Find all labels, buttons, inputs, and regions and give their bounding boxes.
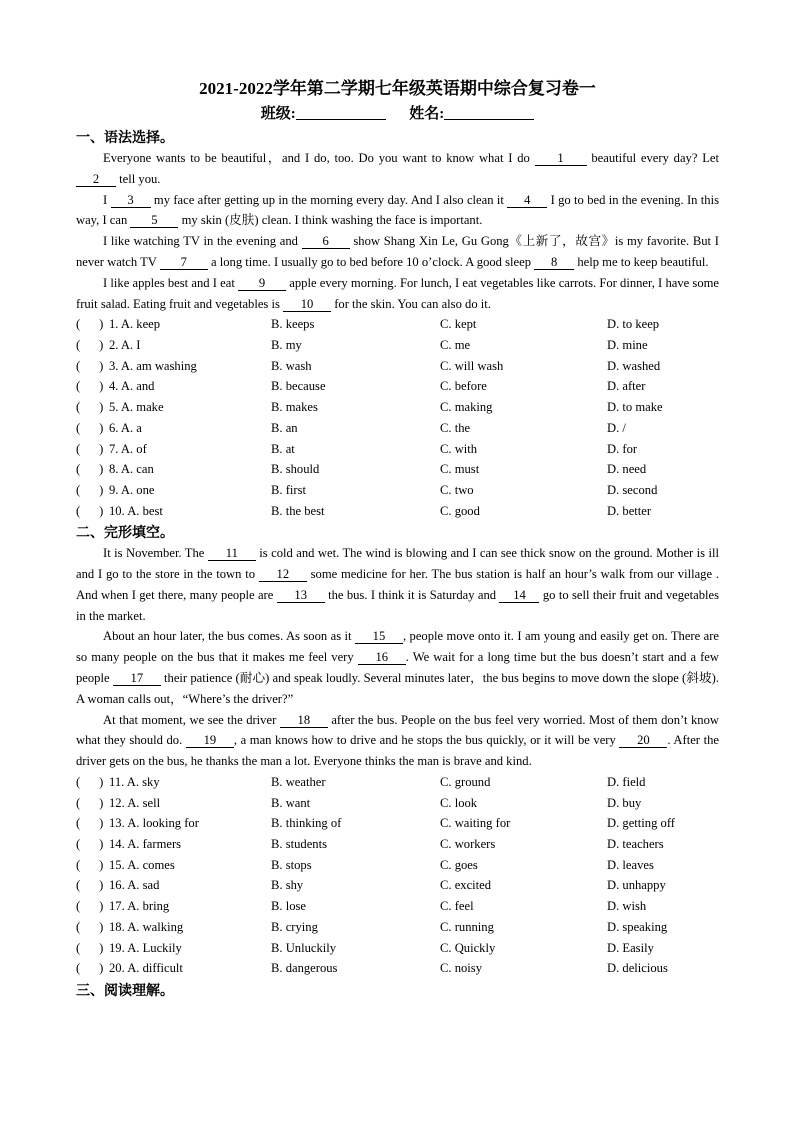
question-option-row [76, 459, 719, 480]
option-d: D. for [607, 441, 638, 456]
option-b: B. shy [271, 878, 304, 893]
answer-paren[interactable]: ( ) [76, 795, 104, 810]
question-option-row [76, 376, 719, 397]
answer-blank-5: 5 [130, 214, 178, 228]
cloze-paragraph-1 [76, 543, 719, 626]
option-d: D. unhappy [607, 878, 666, 893]
answer-blank-7: 7 [160, 256, 208, 270]
question-number-option-a [76, 917, 271, 938]
answer-blank-11: 11 [208, 547, 256, 561]
answer-blank-10: 10 [283, 298, 331, 312]
option-c: C. excited [440, 878, 492, 893]
option-c: C. good [440, 503, 480, 518]
question-number-option-a [76, 418, 271, 439]
option-d: D. field [607, 775, 646, 790]
option-a-text: 2. A. I [109, 338, 141, 353]
answer-blank-14: 14 [499, 589, 539, 603]
option-d: D. to make [607, 400, 663, 415]
passage-text: the bus. I think it is Saturday and [328, 587, 497, 602]
answer-paren[interactable]: ( ) [76, 961, 104, 976]
option-a-text: 15. A. comes [109, 857, 175, 872]
cloze-paragraph-2 [76, 626, 719, 709]
option-a-text: 20. A. difficult [109, 961, 183, 976]
question-number-option-a [76, 335, 271, 356]
option-a-text: 16. A. sad [109, 878, 160, 893]
passage-text: my skin (皮肤) clean. I think washing the face is important. [181, 213, 483, 228]
option-a-text: 6. A. a [109, 420, 142, 435]
name-label: 姓名: [409, 106, 445, 122]
option-b: B. Unluckily [271, 940, 337, 955]
option-c: C. the [440, 420, 471, 435]
answer-paren[interactable]: ( ) [76, 940, 104, 955]
passage-text: , people move onto it. I am young and easily get on. There are so many people on the bus that it makes me feel very [76, 629, 720, 665]
option-b: B. the best [271, 503, 325, 518]
question-number-option-a [76, 793, 271, 814]
question-option-row [76, 855, 719, 876]
option-d: D. wish [607, 899, 647, 914]
answer-paren[interactable]: ( ) [76, 837, 104, 852]
option-b: B. want [271, 795, 311, 810]
option-a-text: 13. A. looking for [109, 816, 199, 831]
passage-text: help me to keep beautiful. [577, 254, 709, 269]
question-option-row [76, 314, 719, 335]
option-a-text: 3. A. am washing [109, 358, 197, 373]
option-b: B. lose [271, 899, 306, 914]
question-option-row [76, 938, 719, 959]
grammar-options-list [76, 314, 719, 521]
option-c: C. two [440, 482, 474, 497]
option-a-text: 7. A. of [109, 441, 147, 456]
answer-blank-9: 9 [238, 277, 286, 291]
answer-paren[interactable]: ( ) [76, 400, 104, 415]
answer-blank-4: 4 [507, 194, 547, 208]
option-c: C. noisy [440, 961, 482, 976]
passage-text: . We wait for a long time but the bus doesn’t start and a few people [76, 650, 719, 686]
cloze-options-list [76, 772, 719, 979]
answer-blank-12: 12 [259, 568, 307, 582]
passage-text: for the skin. You can also do it. [334, 296, 491, 311]
passage-text: a long time. I usually go to bed before 10 o’clock. A good sleep [210, 254, 532, 269]
option-a-text: 14. A. farmers [109, 837, 182, 852]
class-blank[interactable] [296, 105, 386, 120]
option-a-text: 12. A. sell [109, 795, 161, 810]
option-a-text: 17. A. bring [109, 899, 170, 914]
option-d: D. to keep [607, 317, 660, 332]
question-option-row [76, 356, 719, 377]
answer-paren[interactable]: ( ) [76, 358, 104, 373]
section-grammar-heading: 一、语法选择。 [76, 130, 174, 146]
answer-paren[interactable]: ( ) [76, 420, 104, 435]
exam-page [76, 70, 719, 1001]
grammar-paragraph-2 [76, 190, 719, 232]
passage-text: my face after getting up in the morning every day. And I also clean it [153, 192, 504, 207]
passage-text: after the bus. People on the bus feel very worried. Most of them don’t know what they should do. [76, 712, 719, 748]
passage-text: At that moment, we see the driver [103, 712, 277, 727]
option-d: D. better [607, 503, 652, 518]
option-c: C. goes [440, 857, 478, 872]
cloze-paragraph-3 [76, 710, 719, 772]
passage-text: I [103, 192, 108, 207]
page-title: 2021-2022学年第二学期七年级英语期中综合复习卷一 [199, 79, 596, 98]
option-b: B. weather [271, 775, 326, 790]
question-number-option-a [76, 459, 271, 480]
question-number-option-a [76, 480, 271, 501]
answer-paren[interactable]: ( ) [76, 899, 104, 914]
answer-blank-3: 3 [111, 194, 151, 208]
question-option-row [76, 917, 719, 938]
question-option-row [76, 480, 719, 501]
option-c: C. making [440, 400, 493, 415]
option-d: D. need [607, 462, 647, 477]
answer-blank-6: 6 [302, 235, 350, 249]
option-c: C. workers [440, 837, 496, 852]
option-a-text: 1. A. keep [109, 317, 161, 332]
passage-text: apple every morning. For lunch, I eat vegetables like carrots. For dinner, I have some fruit salad. Eating fruit and vegetables is [76, 275, 720, 311]
question-option-row [76, 335, 719, 356]
option-c: C. kept [440, 317, 477, 332]
option-d: D. speaking [607, 919, 668, 934]
question-option-row [76, 418, 719, 439]
section-cloze-heading: 二、完形填空。 [76, 525, 174, 542]
option-b: B. should [271, 462, 320, 477]
question-number-option-a [76, 397, 271, 418]
passage-text: About an hour later, the bus comes. As soon as it [103, 629, 352, 644]
question-option-row [76, 439, 719, 460]
option-a-text: 5. A. make [109, 400, 164, 415]
passage-text: , a man knows how to drive and he stops the bus quickly, or it will be very [233, 733, 616, 748]
option-c: C. with [440, 441, 478, 456]
option-a-text: 18. A. walking [109, 919, 184, 934]
option-b: B. stops [271, 857, 312, 872]
passage-text: It is November. The [103, 546, 205, 561]
passage-text: Everyone wants to be beautiful，and I do, too. Do you want to know what I do [103, 151, 530, 165]
question-option-row [76, 813, 719, 834]
passage-text: show Shang Xin Le, Gu Gong《上新了，故宫》is my favorite. But I never watch TV [76, 234, 719, 269]
question-number-option-a [76, 855, 271, 876]
student-info [76, 102, 719, 126]
answer-paren[interactable]: ( ) [76, 919, 104, 934]
option-d: D. teachers [607, 837, 664, 852]
option-c: C. me [440, 338, 471, 353]
answer-blank-15: 15 [355, 630, 403, 644]
question-option-row [76, 772, 719, 793]
option-d: D. Easily [607, 940, 654, 955]
option-d: D. after [607, 379, 646, 394]
question-number-option-a [76, 376, 271, 397]
option-c: C. before [440, 379, 487, 394]
option-d: D. getting off [607, 816, 675, 831]
answer-paren[interactable]: ( ) [76, 317, 104, 332]
option-b: B. crying [271, 919, 318, 934]
option-b: B. my [271, 338, 302, 353]
answer-paren[interactable]: ( ) [76, 857, 104, 872]
passage-text: I like apples best and I eat [103, 275, 235, 290]
answer-blank-8: 8 [534, 256, 574, 270]
answer-blank-1: 1 [535, 152, 587, 166]
question-number-option-a [76, 501, 271, 522]
answer-paren[interactable]: ( ) [76, 379, 104, 394]
option-b: B. because [271, 379, 326, 394]
question-option-row [76, 501, 719, 522]
option-b: B. first [271, 482, 306, 497]
question-option-row [76, 875, 719, 896]
answer-paren[interactable]: ( ) [76, 503, 104, 518]
answer-paren[interactable]: ( ) [76, 878, 104, 893]
answer-paren[interactable]: ( ) [76, 816, 104, 831]
answer-blank-19: 19 [186, 734, 234, 748]
option-d: D. second [607, 482, 658, 497]
question-option-row [76, 834, 719, 855]
question-option-row [76, 793, 719, 814]
option-d: D. buy [607, 795, 642, 810]
grammar-paragraph-4 [76, 273, 719, 315]
question-number-option-a [76, 314, 271, 335]
question-option-row [76, 896, 719, 917]
question-number-option-a [76, 772, 271, 793]
question-number-option-a [76, 356, 271, 377]
passage-text: . After the driver gets on the bus, he thanks the man a lot. Everyone thinks the man is brave and kind. [76, 733, 719, 769]
option-c: C. will wash [440, 358, 504, 373]
option-a-text: 19. A. Luckily [109, 940, 182, 955]
answer-blank-20: 20 [619, 734, 667, 748]
answer-blank-17: 17 [113, 672, 161, 686]
class-label: 班级: [260, 106, 296, 122]
answer-paren[interactable]: ( ) [76, 441, 104, 456]
passage-text: I like watching TV in the evening and [103, 234, 298, 249]
option-a-text: 8. A. can [109, 462, 154, 477]
answer-blank-13: 13 [277, 589, 325, 603]
option-b: B. thinking of [271, 816, 342, 831]
answer-paren[interactable]: ( ) [76, 775, 104, 790]
grammar-paragraph-1 [76, 148, 719, 190]
option-c: C. running [440, 919, 494, 934]
option-a-text: 10. A. best [109, 503, 163, 518]
option-b: B. makes [271, 400, 318, 415]
passage-text: is cold and wet. The wind is blowing and I can see thick snow on the ground. Mother is ill and I go to the store in the town to [76, 546, 720, 582]
passage-text: tell you. [119, 171, 161, 186]
option-d: D. delicious [607, 961, 668, 976]
option-d: D. leaves [607, 857, 654, 872]
answer-paren[interactable]: ( ) [76, 338, 104, 353]
option-a-text: 11. A. sky [109, 775, 160, 790]
grammar-paragraph-3 [76, 231, 719, 273]
option-b: B. an [271, 420, 298, 435]
passage-text: their patience (耐心) and speak loudly. Several minutes later，the bus begins to move down the slope (斜坡). A woman calls out，“Where’s the driver?” [76, 671, 720, 706]
option-c: C. ground [440, 775, 491, 790]
option-d: D. washed [607, 358, 661, 373]
name-blank[interactable] [444, 105, 534, 120]
question-option-row [76, 397, 719, 418]
answer-paren[interactable]: ( ) [76, 462, 104, 477]
question-option-row [76, 958, 719, 979]
option-b: B. students [271, 837, 327, 852]
answer-blank-2: 2 [76, 173, 116, 187]
option-a-text: 9. A. one [109, 482, 155, 497]
option-a-text: 4. A. and [109, 379, 155, 394]
option-c: C. Quickly [440, 940, 496, 955]
passage-text: I go to bed in the evening. In this way, I can [76, 192, 720, 228]
option-c: C. must [440, 462, 480, 477]
question-number-option-a [76, 834, 271, 855]
section-reading-heading: 三、阅读理解。 [76, 982, 174, 999]
option-b: B. dangerous [271, 961, 338, 976]
question-number-option-a [76, 896, 271, 917]
passage-text: some medicine for her. The bus station is half an hour’s walk from our village . And when I get there, many people are [76, 567, 719, 602]
question-number-option-a [76, 958, 271, 979]
passage-text: go to sell their fruit and vegetables in the market. [76, 587, 720, 623]
question-number-option-a [76, 813, 271, 834]
answer-blank-16: 16 [358, 651, 406, 665]
option-b: B. at [271, 441, 295, 456]
option-b: B. wash [271, 358, 312, 373]
option-d: D. / [607, 420, 626, 435]
answer-paren[interactable]: ( ) [76, 482, 104, 497]
option-c: C. waiting for [440, 816, 511, 831]
question-number-option-a [76, 439, 271, 460]
option-c: C. feel [440, 899, 474, 914]
question-number-option-a [76, 938, 271, 959]
passage-text: beautiful every day? Let [591, 151, 719, 165]
option-b: B. keeps [271, 317, 315, 332]
option-c: C. look [440, 795, 478, 810]
answer-blank-18: 18 [280, 714, 328, 728]
question-number-option-a [76, 875, 271, 896]
option-d: D. mine [607, 338, 648, 353]
